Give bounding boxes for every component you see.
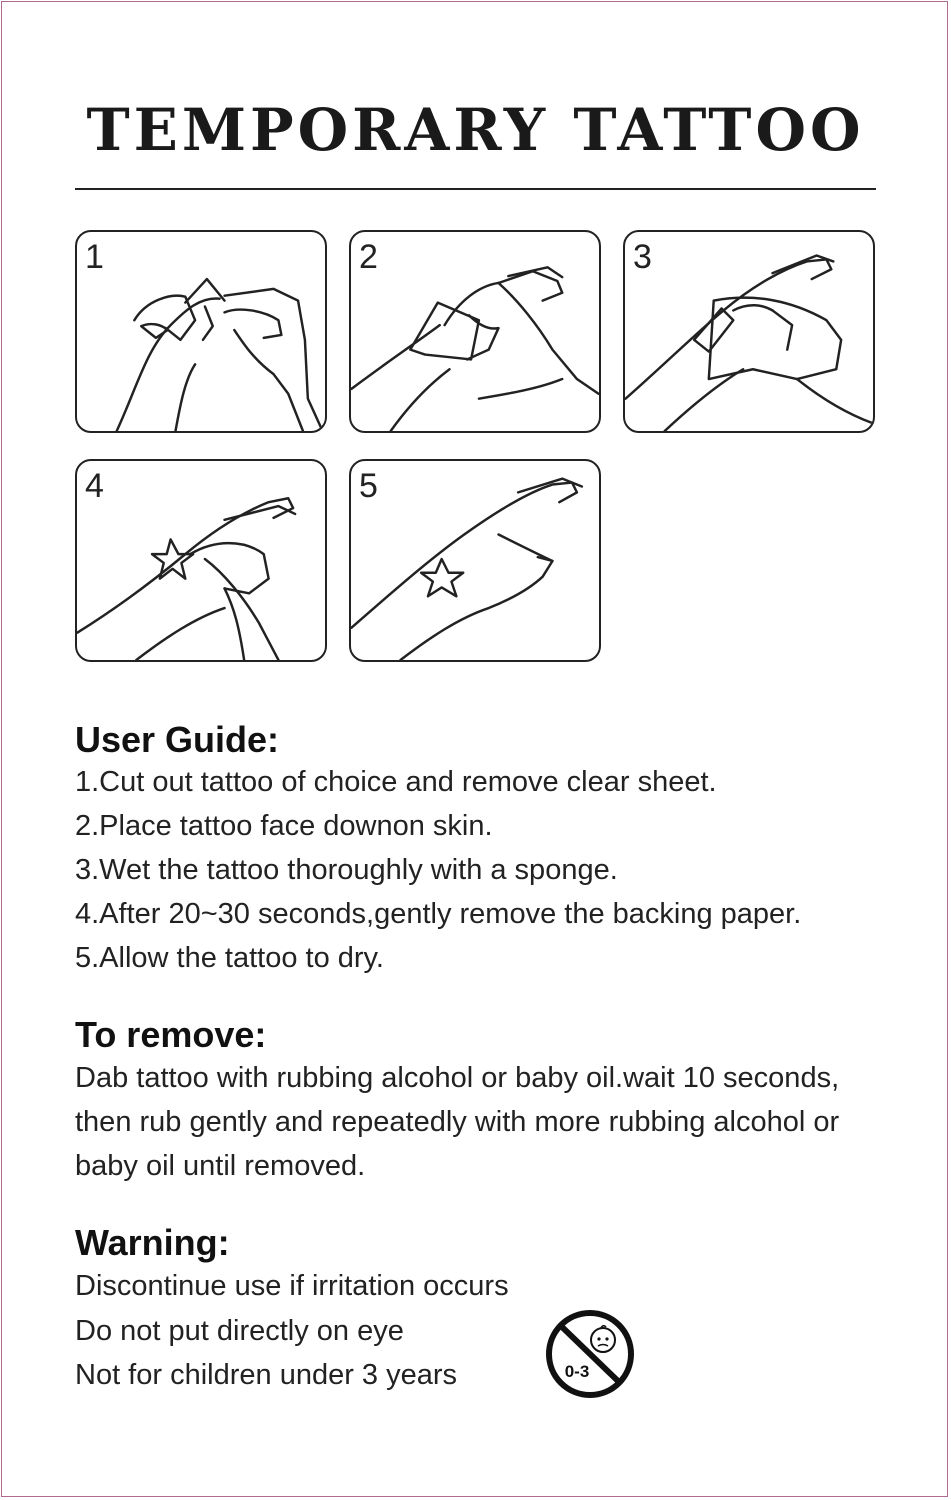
step-number: 4 xyxy=(85,467,104,505)
no-children-icon xyxy=(543,1309,637,1399)
user-guide-step: 3.Wet the tattoo thoroughly with a sponge. xyxy=(75,854,618,886)
warning-heading: Warning: xyxy=(75,1222,230,1263)
place-tattoo-illustration xyxy=(351,232,599,431)
age-badge-label: 0-3 xyxy=(564,1362,590,1381)
user-guide-step: 1.Cut out tattoo of choice and remove clear sheet. xyxy=(75,766,717,798)
user-guide-step: 5.Allow the tattoo to dry. xyxy=(75,942,384,974)
step-panel-3 xyxy=(623,230,875,433)
to-remove-line: then rub gently and repeatedly with more rubbing alcohol or xyxy=(75,1106,840,1138)
step-number: 2 xyxy=(359,238,378,276)
user-guide-heading: User Guide: xyxy=(75,719,280,760)
step-number: 3 xyxy=(633,238,652,276)
step-panel-2 xyxy=(349,230,601,433)
warning-line: Discontinue use if irritation occurs xyxy=(75,1270,509,1302)
to-remove-line: baby oil until removed. xyxy=(75,1150,366,1182)
user-guide-step: 2.Place tattoo face downon skin. xyxy=(75,810,493,842)
page-title: TEMPORARY TATTOO xyxy=(86,96,865,164)
wet-tattoo-illustration xyxy=(625,232,873,431)
dry-tattoo-illustration xyxy=(351,461,599,660)
step-number: 1 xyxy=(85,238,104,276)
user-guide-step: 4.After 20~30 seconds,gently remove the backing paper. xyxy=(75,898,802,930)
warning-line: Not for children under 3 years xyxy=(75,1359,458,1391)
step-panel-5 xyxy=(349,459,601,662)
to-remove-heading: To remove: xyxy=(75,1014,267,1055)
peel-tattoo-illustration xyxy=(77,232,325,431)
warning-line: Do not put directly on eye xyxy=(75,1315,404,1347)
to-remove-line: Dab tattoo with rubbing alcohol or baby oil.wait 10 seconds, xyxy=(75,1062,840,1094)
step-panel-1 xyxy=(75,230,327,433)
step-number: 5 xyxy=(359,467,378,505)
remove-backing-illustration xyxy=(77,461,325,660)
step-panel-4 xyxy=(75,459,327,662)
title-divider xyxy=(75,188,876,190)
